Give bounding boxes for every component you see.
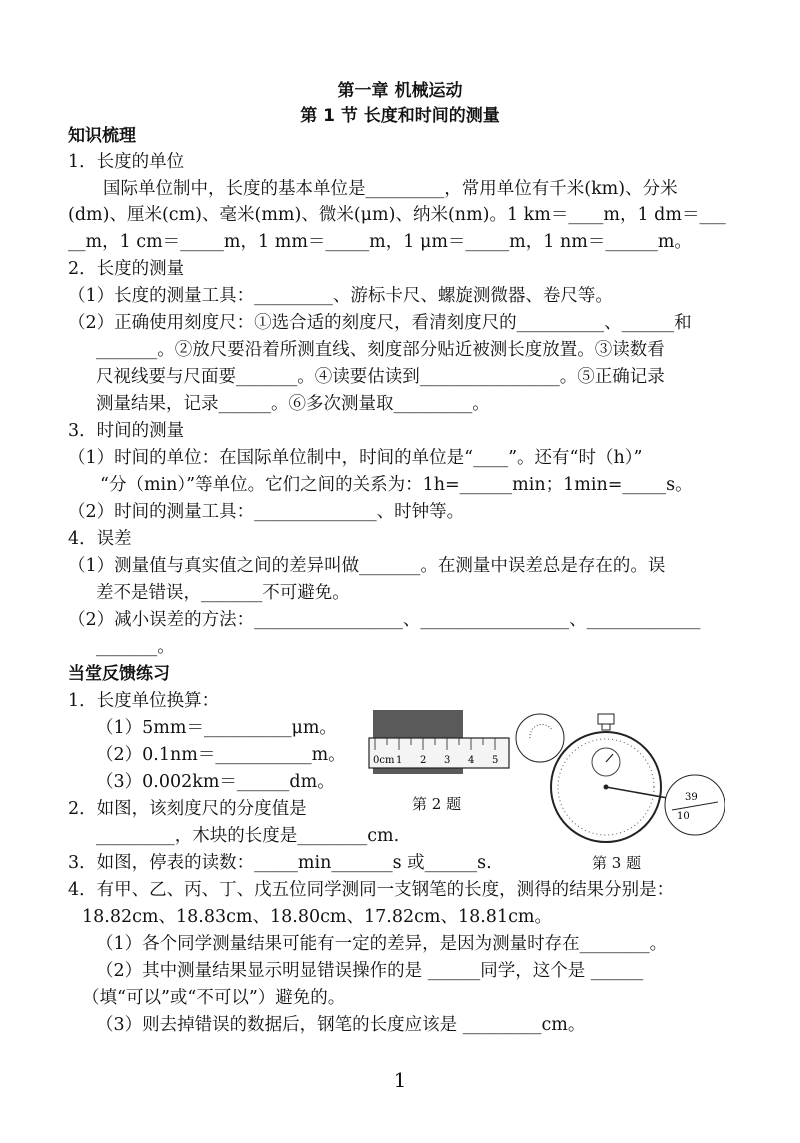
k-line-0: 1．长度的单位	[68, 152, 185, 172]
ruler-label-1: 1	[396, 755, 403, 766]
k-line-1: 国际单位制中，长度的基本单位是_________，常用单位有千米(km)、分米	[103, 179, 678, 199]
k-line-15: （1）测量值与真实值之间的差异叫做_______。在测量中误差总是存在的。误	[68, 556, 666, 576]
p-line-11: （填“可以”或“不可以”）避免的。	[82, 988, 346, 1008]
k-line-16: 差不是错误，_______不可避免。	[96, 583, 350, 603]
ruler-figure	[365, 708, 515, 778]
k-line-12: “分（min）”等单位。它们之间的关系为：1h=______min；1min=_____s。	[100, 475, 693, 495]
section-title: 第 1 节 长度和时间的测量	[300, 106, 500, 126]
fig3-caption: 第 3 题	[592, 854, 642, 872]
stopwatch-figure	[510, 710, 725, 850]
ruler-label-5: 5	[492, 755, 499, 766]
p-line-0: 1．长度单位换算：	[68, 691, 220, 711]
zoom-label-10: 10	[677, 811, 690, 822]
ruler-label-0: 0cm	[373, 755, 395, 766]
page-number: 1	[393, 1068, 407, 1092]
k-line-6: （2）正确使用刻度尺：①选合适的刻度尺，看清刻度尺的__________、______和	[68, 313, 692, 333]
p-line-9: （1）各个同学测量结果可能有一定的差异，是因为测量时存在________。	[96, 934, 668, 954]
practice-heading: 当堂反馈练习	[68, 664, 170, 684]
k-line-18: _______。	[96, 637, 175, 657]
p-line-7: 4．有甲、乙、丙、丁、戊五位同学测同一支钢笔的长度，测得的结果分别是：	[68, 880, 675, 900]
k-line-2: (dm)、厘米(cm)、毫米(mm)、微米(μm)、纳米(nm)。1 km＝____m，1 dm＝___	[68, 205, 726, 225]
k-line-10: 3．时间的测量	[68, 421, 185, 441]
ruler-label-3: 3	[444, 755, 451, 766]
k-line-13: （2）时间的测量工具：______________、时钟等。	[68, 502, 465, 522]
ruler-label-2: 2	[420, 755, 427, 766]
zoom-circle-second	[665, 775, 725, 835]
k-line-17: （2）减小误差的方法：_________________、_________________、_____________	[68, 610, 701, 630]
p-line-10: （2）其中测量结果显示明显错误操作的是 ______同学，这个是 ______	[96, 961, 644, 981]
k-line-9: 测量结果，记录______。⑥多次测量取_________。	[96, 394, 490, 414]
p-line-4: 2．如图，该刻度尺的分度值是	[68, 799, 307, 819]
p-line-2: （2）0.1nm＝___________m。	[96, 745, 346, 765]
fig2-caption: 第 2 题	[412, 795, 462, 813]
p-line-3: （3）0.002km＝______dm。	[96, 772, 335, 792]
p-line-8: 18.82cm、18.83cm、18.80cm、17.82cm、18.81cm。	[82, 907, 552, 927]
k-line-3: __m，1 cm＝_____m，1 mm＝_____m，1 μm＝_____m，1 nm＝______m。	[68, 232, 692, 252]
zoom-label-39: 39	[685, 792, 698, 803]
k-line-7: _______。②放尺要沿着所测直线、刻度部分贴近被测长度放置。③读数看	[96, 340, 665, 360]
p-line-6: 3．如图，停表的读数：_____min_______s 或______s.	[68, 853, 492, 873]
k-line-11: （1）时间的单位：在国际单位制中，时间的单位是“____”。还有“时（h）”	[68, 448, 643, 468]
stopwatch-crown	[598, 714, 614, 724]
knowledge-heading: 知识梳理	[68, 126, 136, 146]
k-line-14: 4．误差	[68, 529, 132, 549]
chapter-title: 第一章 机械运动	[337, 81, 463, 101]
k-line-5: （1）长度的测量工具：_________、游标卡尺、螺旋测微器、卷尺等。	[68, 286, 613, 306]
k-line-4: 2．长度的测量	[68, 259, 185, 279]
ruler-label-4: 4	[468, 755, 475, 766]
p-line-12: （3）则去掉错误的数据后，钢笔的长度应该是 _________cm。	[96, 1015, 586, 1035]
k-line-8: 尺视线要与尺面要_______。④读要估读到________________。⑤正确记录	[96, 367, 665, 387]
p-line-5: _________，木块的长度是________cm.	[96, 826, 400, 846]
p-line-1: （1）5mm＝__________μm。	[96, 718, 337, 738]
zoom-circle-minute	[516, 714, 564, 762]
